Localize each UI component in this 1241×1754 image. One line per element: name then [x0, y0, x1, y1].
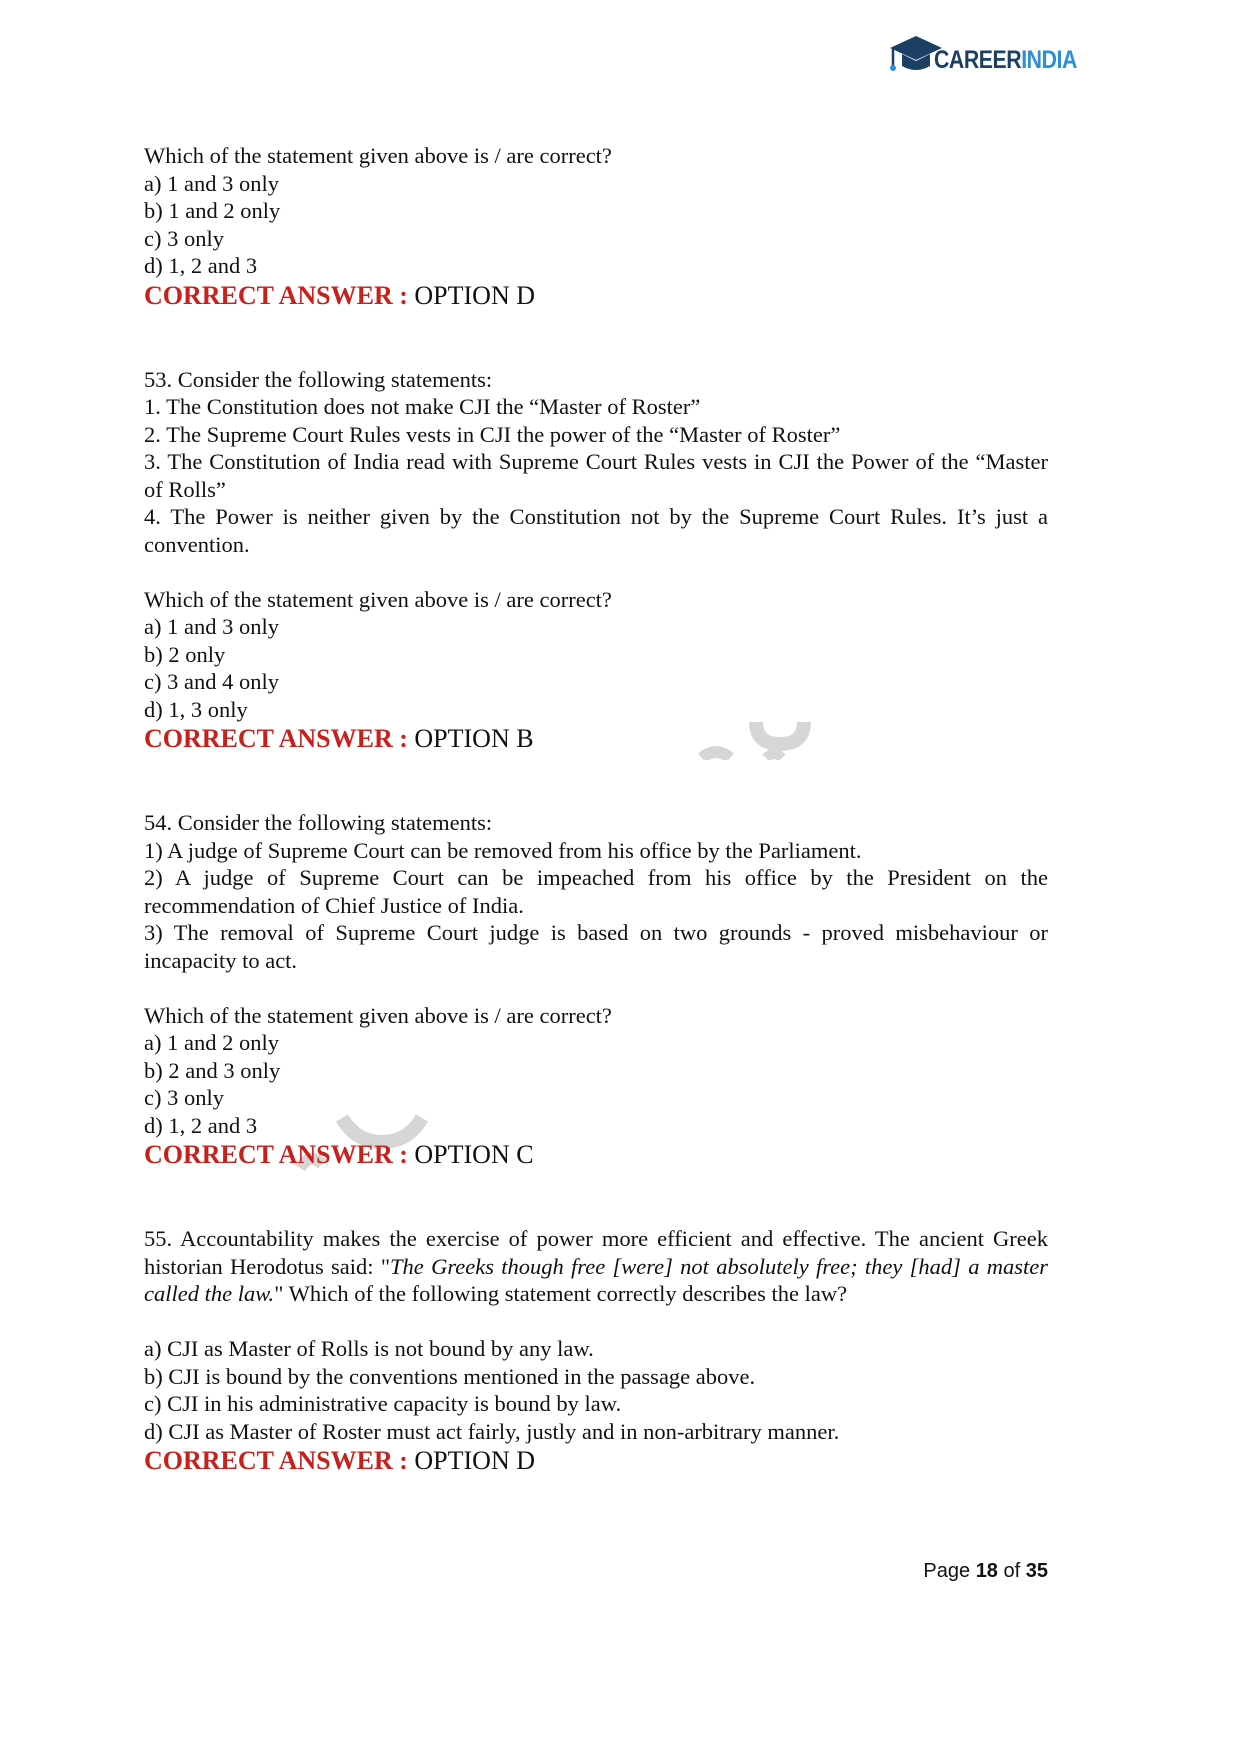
question-intro: 54. Consider the following statements: — [144, 810, 493, 835]
statement-1: 1. The Constitution does not make CJI the “Master of Roster” — [144, 394, 701, 419]
correct-answer: CORRECT ANSWER : OPTION D — [144, 1446, 536, 1475]
option-d: d) 1, 2 and 3 — [144, 1112, 258, 1138]
question-prompt: Which of the statement given above is / are correct? — [144, 143, 612, 168]
option-c: c) 3 only — [144, 225, 224, 251]
option-a: a) 1 and 2 only — [144, 1030, 279, 1055]
page-content — [144, 142, 1048, 1477]
option-d: d) 1, 3 only — [144, 696, 248, 722]
question-intro: 53. Consider the following statements: — [144, 366, 493, 392]
statement-2: 2) A judge of Supreme Court can be impeached from his office by the President on the recommendation of Chief Justice of India. — [144, 865, 1048, 918]
statement-3: 3) The removal of Supreme Court judge is based on two grounds - proved misbehaviour or incapacity to act. — [144, 920, 1048, 973]
question-prompt: Which of the statement given above is / are correct? — [144, 1002, 612, 1028]
statement-2: 2. The Supreme Court Rules vests in CJI the power of the “Master of Roster” — [144, 421, 841, 447]
option-b: b) 1 and 2 only — [144, 198, 281, 223]
page-number: Page 18 of 35 — [923, 1560, 1048, 1582]
question-55-text: 55. Accountability makes the exercise of power more efficient and effective. The ancient Greek historian Herodotus said: "The Greeks though free [were] not absolutely free; they [had] a master called the law." Which of the following statement correctly describes the law? — [144, 1226, 1049, 1306]
option-a: a) CJI as Master of Rolls is not bound by any law. — [144, 1336, 594, 1361]
statement-4: 4. The Power is neither given by the Constitution not by the Supreme Court Rules. It’s just a convention. — [144, 504, 1048, 557]
question-prompt: Which of the statement given above is / are correct? — [144, 586, 612, 612]
option-c: c) 3 only — [144, 1085, 224, 1110]
correct-answer: CORRECT ANSWER : OPTION C — [144, 1140, 534, 1169]
correct-answer: CORRECT ANSWER : OPTION D — [144, 280, 536, 310]
option-b: b) 2 only — [144, 641, 226, 667]
option-c: c) 3 and 4 only — [144, 669, 279, 694]
statement-1: 1) A judge of Supreme Court can be removed from his office by the Parliament. — [144, 837, 862, 863]
statement-3: 3. The Constitution of India read with Supreme Court Rules vests in CJI the Power of the “Master of Rolls” — [144, 449, 1048, 502]
option-a: a) 1 and 3 only — [144, 614, 279, 639]
correct-answer: CORRECT ANSWER : OPTION B — [144, 724, 534, 753]
option-b: b) 2 and 3 only — [144, 1057, 281, 1083]
option-d: d) CJI as Master of Roster must act fairly, justly and in non-arbitrary manner. — [144, 1418, 840, 1444]
herodotus-quote: The Greeks though free [were] not absolutely free; they [had] a master called the law. — [144, 1253, 1049, 1306]
option-c: c) CJI in his administrative capacity is bound by law. — [144, 1391, 622, 1416]
option-d: d) 1, 2 and 3 — [144, 253, 258, 278]
option-a: a) 1 and 3 only — [144, 170, 279, 196]
brand-logo-text: CAREERINDIA — [934, 46, 1077, 74]
option-b: b) CJI is bound by the conventions mentioned in the passage above. — [144, 1363, 756, 1389]
